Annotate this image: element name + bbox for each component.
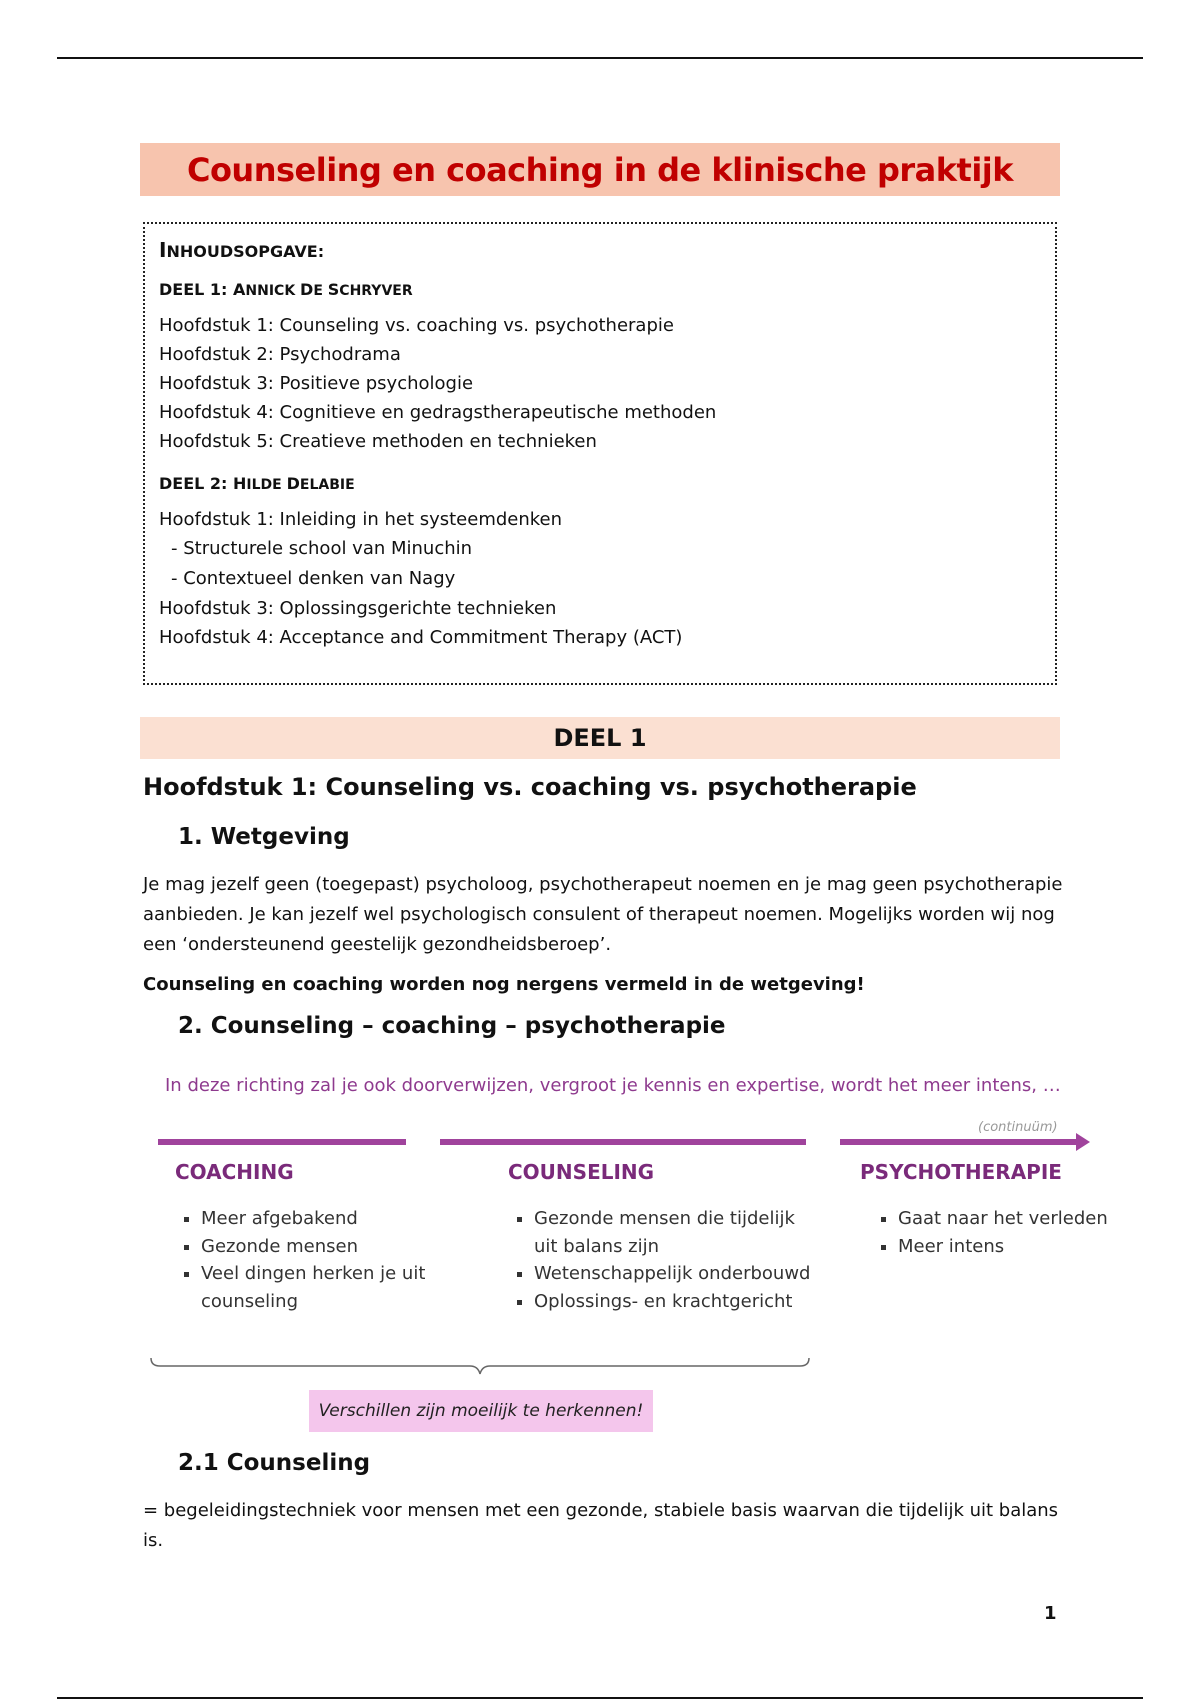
- column-title-counseling: COUNSELING: [508, 1160, 655, 1184]
- column-title-coaching: COACHING: [175, 1160, 294, 1184]
- title-banner: [140, 143, 1060, 196]
- footer-rule: [57, 1697, 1143, 1699]
- continuum-label: (continuüm): [978, 1120, 1058, 1135]
- section-heading-wetgeving: 1. Wetgeving: [178, 824, 350, 850]
- list-item: ▪ Meer afgebakend: [201, 1205, 441, 1233]
- toc-item: Hoofdstuk 4: Cognitieve en gedragstherapeutische methoden: [159, 402, 717, 423]
- toc-part-1-heading: DEEL 1: ANNICK DE SCHRYVER: [159, 280, 413, 299]
- list-item: ▪ Gezonde mensen: [201, 1233, 441, 1261]
- paragraph-counseling-definition: = begeleidingstechniek voor mensen met een gezonde, stabiele basis waarvan die tijdelijk uit balans is.: [143, 1500, 1059, 1551]
- toc-item: Hoofdstuk 4: Acceptance and Commitment Therapy (ACT): [159, 627, 683, 648]
- column-list-psychotherapie: [872, 1205, 1128, 1260]
- toc-subitem: - Contextueel denken van Nagy: [171, 568, 456, 589]
- list-item: ▪ Gaat naar het verleden: [898, 1205, 1128, 1233]
- paragraph-bold-note: Counseling en coaching worden nog nergens vermeld in de wetgeving!: [143, 974, 865, 995]
- toc-item: Hoofdstuk 1: Inleiding in het systeemdenken: [159, 509, 563, 530]
- table-of-contents: [143, 222, 1057, 685]
- column-list-counseling: [508, 1205, 814, 1315]
- continuum-bar-counseling: [440, 1139, 806, 1145]
- chapter-heading: Hoofdstuk 1: Counseling vs. coaching vs. psychotherapie: [143, 773, 917, 801]
- deel-banner: [140, 717, 1060, 759]
- grouping-brace-icon: [150, 1356, 810, 1376]
- toc-part-2-list: [159, 505, 1041, 652]
- continuum-description: In deze richting zal je ook doorverwijzen, vergroot je kennis en expertise, wordt het meer intens, …: [165, 1075, 1061, 1096]
- toc-item: Hoofdstuk 1: Counseling vs. coaching vs. psychotherapie: [159, 315, 674, 336]
- continuum-bar-coaching: [158, 1139, 406, 1145]
- list-item: ▪ Wetenschappelijk onderbouwd: [534, 1260, 814, 1288]
- list-item: ▪ Meer intens: [898, 1233, 1128, 1261]
- continuum-arrow-icon: [1076, 1133, 1090, 1151]
- section-heading-counseling: 2.1 Counseling: [178, 1450, 371, 1476]
- callout-box: Verschillen zijn moeilijk te herkennen!: [309, 1390, 653, 1432]
- document-title: Counseling en coaching in de klinische praktijk: [186, 150, 1014, 189]
- paragraph-wetgeving: Je mag jezelf geen (toegepast) psycholoog, psychotherapeut noemen en je mag geen psychotherapie aanbieden. Je kan jezelf wel psychologisch consulent of therapeut noemen. Mogelijks worden wij nog een ‘ondersteunend geestelijk gezondheidsberoep’.: [143, 874, 1063, 955]
- toc-heading: INHOUDSOPGAVE:: [159, 238, 325, 262]
- section-heading-continuum: 2. Counseling – coaching – psychotherapie: [178, 1013, 726, 1039]
- list-item: ▪ Veel dingen herken je uit counseling: [201, 1260, 441, 1315]
- toc-part-1-list: [159, 311, 1041, 456]
- toc-part-2-heading: DEEL 2: HILDE DELABIE: [159, 474, 355, 493]
- deel-heading: DEEL 1: [553, 724, 647, 752]
- toc-subitem: - Structurele school van Minuchin: [171, 538, 473, 559]
- toc-item: Hoofdstuk 2: Psychodrama: [159, 344, 401, 365]
- toc-item: Hoofdstuk 3: Positieve psychologie: [159, 373, 474, 394]
- toc-item: Hoofdstuk 5: Creatieve methoden en technieken: [159, 431, 597, 452]
- list-item: ▪ Oplossings- en krachtgericht: [534, 1288, 814, 1316]
- header-rule: [57, 57, 1143, 59]
- continuum-bar-psychotherapie: [840, 1139, 1080, 1145]
- page-number: 1: [1044, 1603, 1057, 1624]
- column-title-psychotherapie: PSYCHOTHERAPIE: [860, 1160, 1062, 1184]
- list-item: ▪ Gezonde mensen die tijdelijk uit balans zijn: [534, 1205, 814, 1260]
- column-list-coaching: [175, 1205, 441, 1315]
- toc-item: Hoofdstuk 3: Oplossingsgerichte technieken: [159, 598, 557, 619]
